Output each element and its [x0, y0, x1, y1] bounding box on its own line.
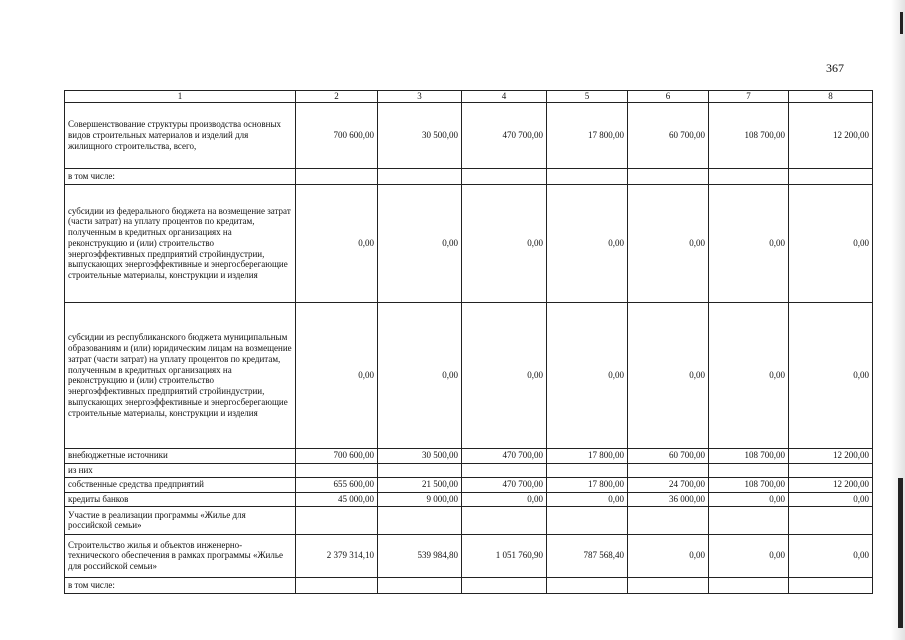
table-cell: 0,00 [628, 534, 709, 577]
table-cell: 470 700,00 [462, 448, 547, 463]
budget-table [64, 90, 873, 594]
table-cell [462, 463, 547, 477]
table-cell: 0,00 [462, 184, 547, 302]
table-row [65, 102, 873, 168]
table-cell: 0,00 [296, 302, 378, 448]
table-cell [296, 463, 378, 477]
table-cell [789, 168, 873, 184]
row-label: в том числе: [65, 577, 296, 593]
table-cell [709, 577, 789, 593]
table-cell: 108 700,00 [709, 448, 789, 463]
row-label: кредиты банков [65, 492, 296, 506]
table-cell: 30 500,00 [378, 448, 462, 463]
table-cell [378, 577, 462, 593]
table-row [65, 184, 873, 302]
table-cell [462, 168, 547, 184]
table-cell: 60 700,00 [628, 102, 709, 168]
table-cell: 655 600,00 [296, 477, 378, 492]
table-cell: 45 000,00 [296, 492, 378, 506]
column-header: 1 [65, 91, 296, 103]
column-header: 2 [296, 91, 378, 103]
table-cell: 787 568,40 [547, 534, 628, 577]
column-header: 4 [462, 91, 547, 103]
table-cell: 0,00 [709, 492, 789, 506]
table-cell [378, 168, 462, 184]
table-row [65, 448, 873, 463]
table-cell [296, 168, 378, 184]
table-cell: 0,00 [709, 184, 789, 302]
table-row [65, 463, 873, 477]
column-header: 7 [709, 91, 789, 103]
row-label: субсидии из республиканского бюджета муниципальным образованиям и (или) юридическим лицам на возмещение затрат (части затрат) на уплату процентов по кредитам, полученным в кредитных организациях на реконструкцию и (или) строительство энергоэффективных предприятий стройиндустрии, выпускающих энергоэффективные и энергосберегающие строительные материалы, конструкции и изделия [65, 302, 296, 448]
table-cell: 108 700,00 [709, 477, 789, 492]
table-row [65, 506, 873, 534]
row-label: в том числе: [65, 168, 296, 184]
table-cell: 0,00 [789, 492, 873, 506]
table-cell: 17 800,00 [547, 448, 628, 463]
table-cell [789, 506, 873, 534]
table-cell [547, 577, 628, 593]
row-label: внебюджетные источники [65, 448, 296, 463]
table-cell [462, 577, 547, 593]
table-cell: 0,00 [462, 302, 547, 448]
table-cell: 470 700,00 [462, 477, 547, 492]
table-cell: 0,00 [789, 184, 873, 302]
table-cell [628, 577, 709, 593]
table-row [65, 492, 873, 506]
table-cell: 0,00 [462, 492, 547, 506]
table-cell: 0,00 [628, 184, 709, 302]
table-cell [296, 506, 378, 534]
table-row [65, 168, 873, 184]
table-cell: 12 200,00 [789, 477, 873, 492]
table-cell: 0,00 [378, 184, 462, 302]
header-row [65, 91, 873, 103]
table-cell: 17 800,00 [547, 102, 628, 168]
column-header: 5 [547, 91, 628, 103]
row-label: собственные средства предприятий [65, 477, 296, 492]
scan-mark [898, 478, 903, 628]
table-row [65, 302, 873, 448]
table-cell: 0,00 [628, 302, 709, 448]
table-cell: 12 200,00 [789, 448, 873, 463]
table-cell: 24 700,00 [628, 477, 709, 492]
column-header: 3 [378, 91, 462, 103]
table-cell [547, 463, 628, 477]
row-label: Совершенствование структуры производства основных видов строительных материалов и изделий для жилищного строительства, всего, [65, 102, 296, 168]
table-cell: 12 200,00 [789, 102, 873, 168]
table-cell: 9 000,00 [378, 492, 462, 506]
table-cell: 1 051 760,90 [462, 534, 547, 577]
table-row [65, 577, 873, 593]
table-cell [789, 577, 873, 593]
table-cell: 30 500,00 [378, 102, 462, 168]
table-cell [628, 168, 709, 184]
table-cell: 0,00 [547, 184, 628, 302]
table-cell [628, 506, 709, 534]
table-cell [296, 577, 378, 593]
table-cell [789, 463, 873, 477]
table-cell: 17 800,00 [547, 477, 628, 492]
table-cell: 0,00 [547, 492, 628, 506]
table-cell: 700 600,00 [296, 102, 378, 168]
table-cell: 21 500,00 [378, 477, 462, 492]
table-cell [709, 463, 789, 477]
table-cell [709, 506, 789, 534]
table-cell: 0,00 [378, 302, 462, 448]
table-row [65, 534, 873, 577]
table-cell: 60 700,00 [628, 448, 709, 463]
table-cell [628, 463, 709, 477]
row-label: субсидии из федерального бюджета на возмещение затрат (части затрат) на уплату процентов по кредитам, полученным в кредитных организациях на реконструкцию и (или) строительство энергоэффективных предприятий стройиндустрии, выпускающих энергоэффективные и энергосберегающие строительные материалы, конструкции и изделия [65, 184, 296, 302]
table-cell [378, 506, 462, 534]
table-cell: 0,00 [789, 534, 873, 577]
table-cell: 2 379 314,10 [296, 534, 378, 577]
table-row [65, 477, 873, 492]
table-cell: 0,00 [709, 534, 789, 577]
column-header: 8 [789, 91, 873, 103]
page-number: 367 [826, 61, 844, 75]
table-cell: 539 984,80 [378, 534, 462, 577]
table-cell: 0,00 [709, 302, 789, 448]
row-label: Участие в реализации программы «Жилье для российской семьи» [65, 506, 296, 534]
table-cell [709, 168, 789, 184]
table-cell: 0,00 [547, 302, 628, 448]
table-cell [547, 506, 628, 534]
table-cell [547, 168, 628, 184]
table-cell: 0,00 [296, 184, 378, 302]
scan-mark [900, 12, 903, 34]
table-cell [462, 506, 547, 534]
row-label: из них [65, 463, 296, 477]
table-cell: 0,00 [789, 302, 873, 448]
table-cell [378, 463, 462, 477]
table-cell: 108 700,00 [709, 102, 789, 168]
column-header: 6 [628, 91, 709, 103]
table-cell: 700 600,00 [296, 448, 378, 463]
table-cell: 470 700,00 [462, 102, 547, 168]
table-cell: 36 000,00 [628, 492, 709, 506]
row-label: Строительство жилья и объектов инженерно-технического обеспечения в рамках программы «Жилье для российской семьи» [65, 534, 296, 577]
